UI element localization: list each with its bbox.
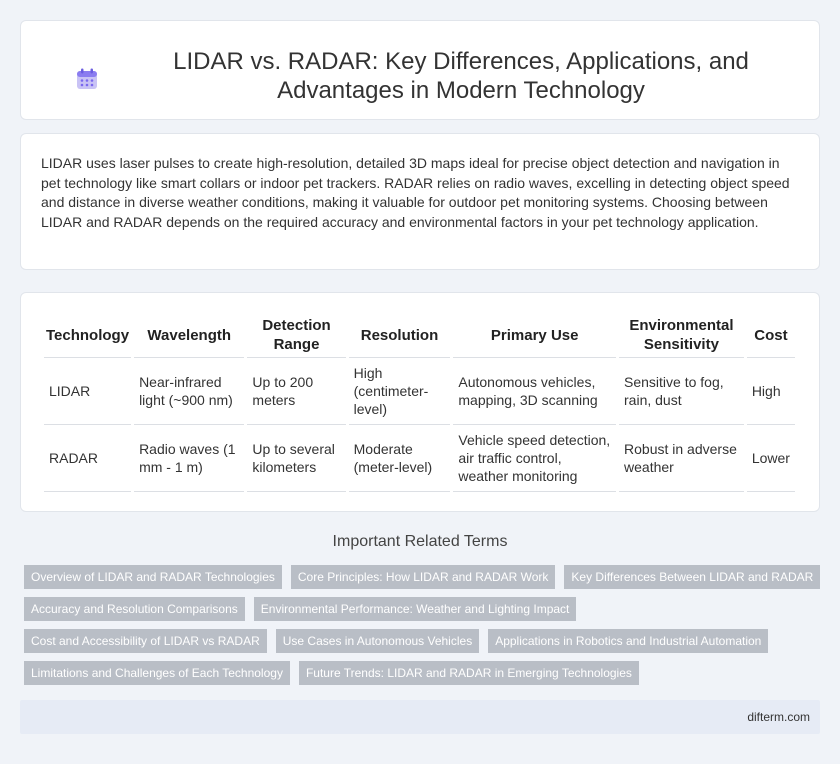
table-row (44, 358, 795, 425)
related-term-tag[interactable]: Accuracy and Resolution Comparisons (24, 597, 245, 621)
related-term-tag[interactable]: Cost and Accessibility of LIDAR vs RADAR (24, 629, 267, 653)
footer-site-link[interactable]: difterm.com (747, 710, 810, 724)
footer (20, 700, 820, 734)
column-header: Environmental Sensitivity (619, 313, 744, 358)
table-cell: Moderate (meter-level) (349, 425, 451, 492)
table-row (44, 425, 795, 492)
table-cell: Up to several kilometers (247, 425, 345, 492)
table-cell: RADAR (44, 425, 131, 492)
column-header: Wavelength (134, 313, 244, 358)
table-cell: Near-infrared light (~900 nm) (134, 358, 244, 425)
related-term-tag[interactable]: Limitations and Challenges of Each Technology (24, 661, 290, 685)
table-cell: Radio waves (1 mm - 1 m) (134, 425, 244, 492)
table-cell: LIDAR (44, 358, 131, 425)
intro-paragraph: LIDAR uses laser pulses to create high-resolution, detailed 3D maps ideal for precise object detection and navigation in pet technology like smart collars or indoor pet trackers. RADAR relies on radio waves, excelling in detecting object speed and distance in diverse weather conditions, making it valuable for outdoor pet monitoring systems. Choosing between LIDAR and RADAR depends on the required accuracy and environmental factors in your pet technology application. (41, 155, 790, 230)
related-term-tag[interactable]: Applications in Robotics and Industrial Automation (488, 629, 768, 653)
related-terms-heading: Important Related Terms (332, 533, 508, 550)
related-terms-list (24, 565, 814, 693)
table-cell: Vehicle speed detection, air traffic control, weather monitoring (453, 425, 616, 492)
related-term-tag[interactable]: Use Cases in Autonomous Vehicles (276, 629, 479, 653)
comparison-table-card (20, 292, 820, 512)
column-header: Technology (44, 313, 131, 358)
table-cell: Robust in adverse weather (619, 425, 744, 492)
table-cell: Sensitive to fog, rain, dust (619, 358, 744, 425)
related-term-tag[interactable]: Key Differences Between LIDAR and RADAR (564, 565, 820, 589)
calendar-icon (76, 68, 98, 90)
related-term-tag[interactable]: Overview of LIDAR and RADAR Technologies (24, 565, 282, 589)
comparison-table (41, 313, 798, 492)
intro-card (20, 133, 820, 270)
column-header: Cost (747, 313, 795, 358)
page-title: LIDAR vs. RADAR: Key Differences, Applications, and Advantages in Modern Technology (173, 48, 749, 104)
table-cell: Lower (747, 425, 795, 492)
column-header: Detection Range (247, 313, 345, 358)
table-cell: High (centimeter-level) (349, 358, 451, 425)
related-term-tag[interactable]: Core Principles: How LIDAR and RADAR Work (291, 565, 556, 589)
table-cell: High (747, 358, 795, 425)
related-term-tag[interactable]: Environmental Performance: Weather and Lighting Impact (254, 597, 577, 621)
table-cell: Up to 200 meters (247, 358, 345, 425)
related-term-tag[interactable]: Future Trends: LIDAR and RADAR in Emerging Technologies (299, 661, 639, 685)
table-header-row (44, 313, 795, 358)
table-cell: Autonomous vehicles, mapping, 3D scanning (453, 358, 616, 425)
header-card (20, 20, 820, 120)
column-header: Primary Use (453, 313, 616, 358)
column-header: Resolution (349, 313, 451, 358)
